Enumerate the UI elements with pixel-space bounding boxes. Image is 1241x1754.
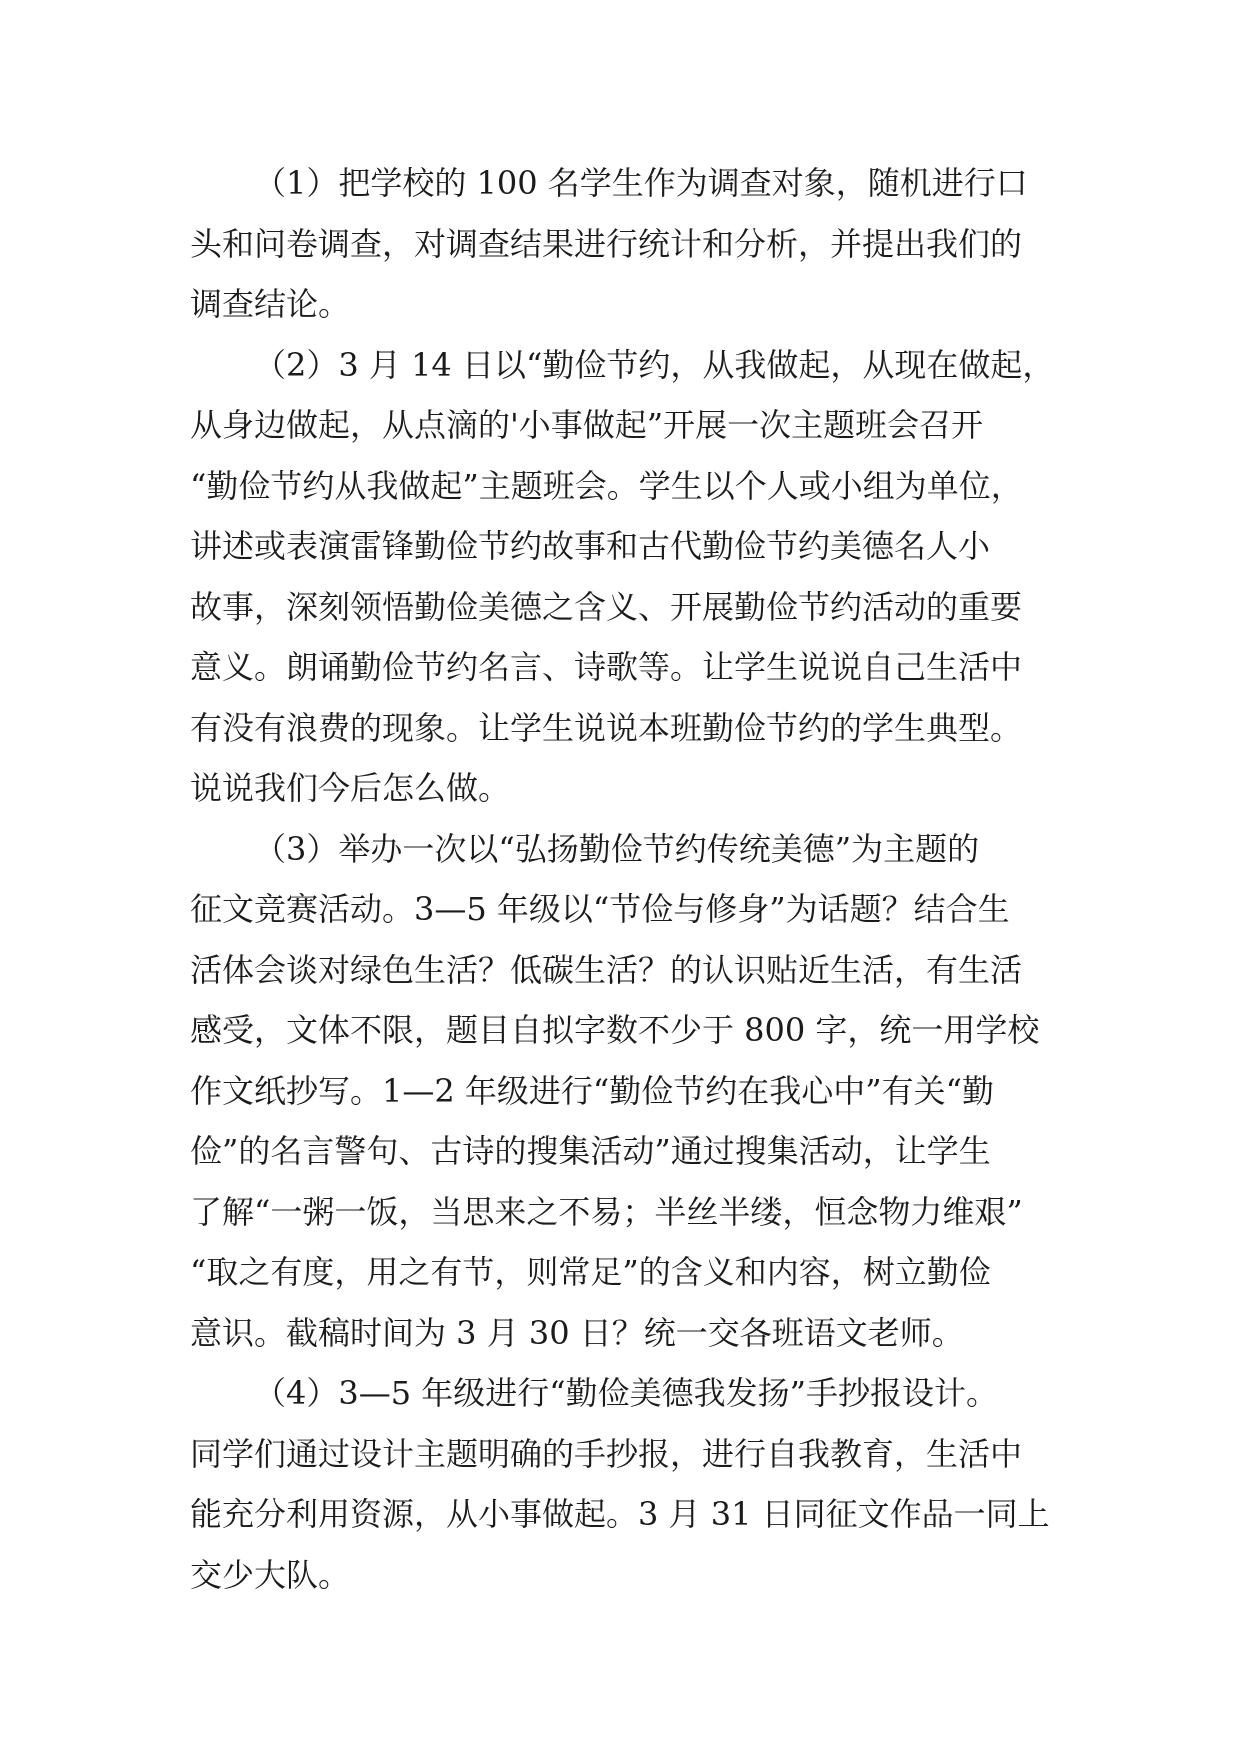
text-line: 征文竞赛活动。3—5 年级以“节俭与修身”为话题？结合生 — [190, 890, 1010, 928]
paragraph-2 — [190, 335, 1070, 819]
text-line: （1）把学校的 100 名学生作为调查对象，随机进行口 — [254, 164, 1028, 202]
paragraph-1 — [190, 153, 1070, 335]
text-line: 作文纸抄写。1—2 年级进行“勤俭节约在我心中”有关“勤 — [190, 1071, 994, 1110]
text-line: （4）3—5 年级进行“勤俭美德我发扬”手抄报设计。 — [254, 1374, 998, 1412]
document-body — [190, 153, 1070, 1605]
text-line: 讲述或表演雷锋勤俭节约故事和古代勤俭节约美德名人小 — [190, 527, 991, 565]
text-line: 故事，深刻领悟勤俭美德之含义、开展勤俭节约活动的重要 — [190, 587, 1023, 626]
text-line: “取之有度，用之有节，则常足”的含义和内容，树立勤俭 — [190, 1253, 991, 1291]
paragraph-4 — [190, 1363, 1070, 1605]
text-line: 能充分利用资源，从小事做起。3 月 31 日同征文作品一同上 — [190, 1495, 1050, 1533]
text-line: 说说我们今后怎么做。 — [190, 769, 511, 807]
text-line: 活体会谈对绿色生活？低碳生活？的认识贴近生活，有生活 — [190, 950, 1023, 989]
text-line: （2）3 月 14 日以“勤俭节约，从我做起，从现在做起， — [254, 345, 1055, 384]
text-line: 意识。截稿时间为 3 月 30 日？统一交各班语文老师。 — [190, 1313, 964, 1352]
text-line: 从身边做起，从点滴的'小事做起”开展一次主题班会召开 — [190, 406, 984, 444]
text-line: 了解“一粥一饭，当思来之不易；半丝半缕，恒念物力维艰” — [190, 1192, 1023, 1231]
text-line: 意义。朗诵勤俭节约名言、诗歌等。让学生说说自己生活中 — [190, 648, 1023, 686]
text-line: （3）举办一次以“弘扬勤俭节约传统美德”为主题的 — [254, 829, 980, 868]
text-line: 头和问卷调查，对调查结果进行统计和分析，并提出我们的 — [190, 224, 1023, 263]
text-line: “勤俭节约从我做起”主题班会。学生以个人或小组为单位， — [190, 466, 1023, 505]
text-line: 感受，文体不限，题目自拟字数不少于 800 字，统一用学校 — [190, 1011, 1040, 1049]
text-line: 交少大队。 — [190, 1555, 351, 1594]
text-line: 俭”的名言警句、古诗的搜集活动”通过搜集活动，让学生 — [190, 1132, 991, 1170]
text-line: 同学们通过设计主题明确的手抄报，进行自我教育，生活中 — [190, 1434, 1023, 1473]
text-line: 有没有浪费的现象。让学生说说本班勤俭节约的学生典型。 — [190, 708, 1023, 747]
paragraph-3 — [190, 819, 1070, 1364]
text-line: 调查结论。 — [190, 285, 351, 323]
